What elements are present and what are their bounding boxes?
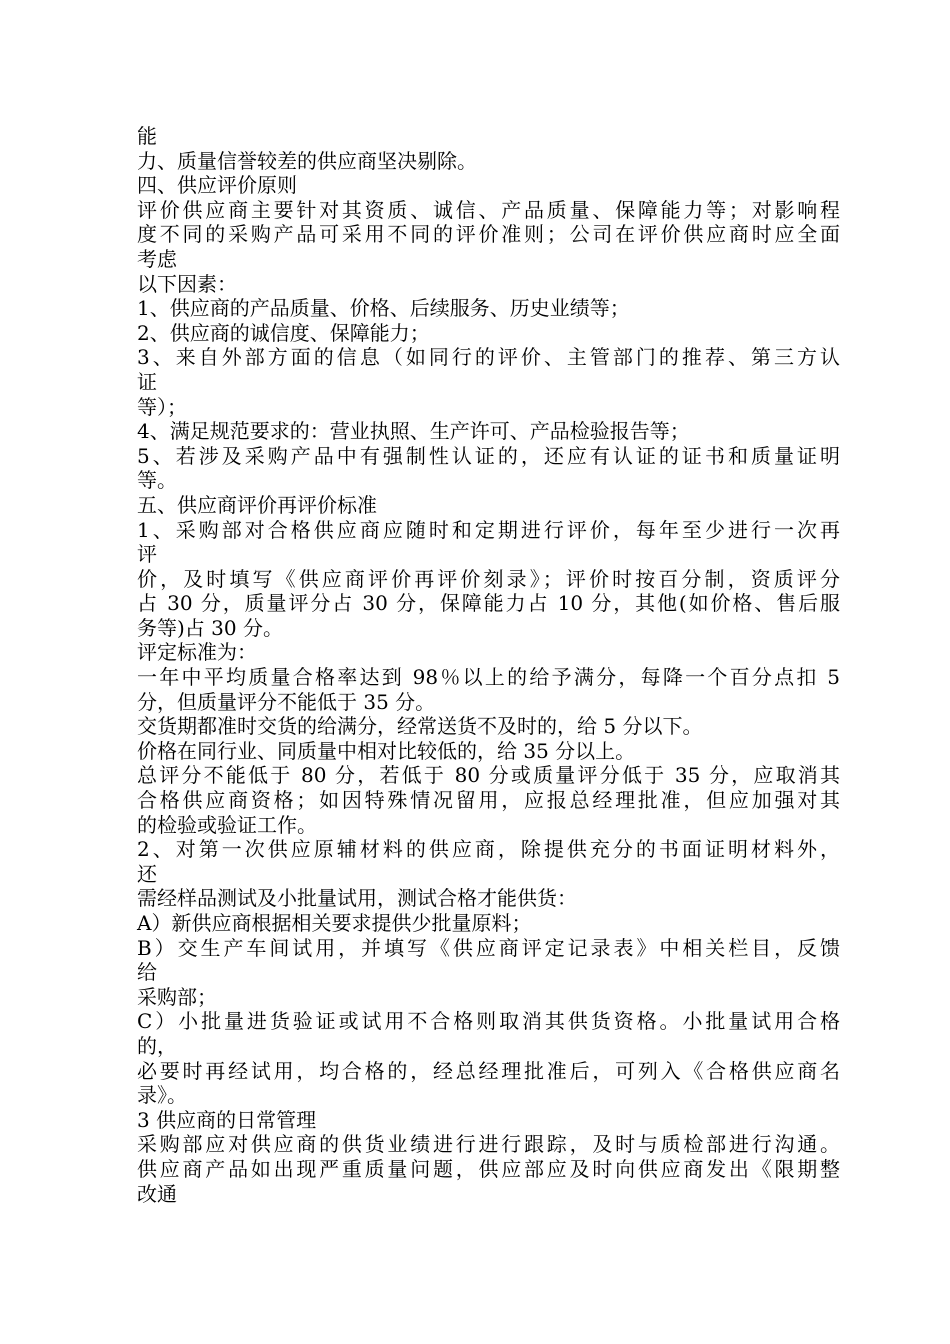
text-line: 必要时再经试用，均合格的，经总经理批准后，可列入《合格供应商名	[137, 1058, 840, 1083]
text-line: 总评分不能低于 80 分，若低于 80 分或质量评分低于 35 分，应取消其	[137, 763, 840, 788]
text-line: 交货期都准时交货的给满分，经常送货不及时的，给 5 分以下。	[137, 714, 703, 739]
text-line: 4、满足规范要求的：营业执照、生产许可、产品检验报告等；	[137, 419, 690, 444]
text-line: 录》。	[137, 1083, 187, 1108]
text-line: 2、供应商的诚信度、保障能力；	[137, 320, 430, 345]
text-line: 四、供应评价原则	[137, 173, 297, 198]
text-line: 改通	[137, 1181, 177, 1206]
text-line: 5、若涉及采购产品中有强制性认证的，还应有认证的证书和质量证明	[137, 443, 840, 468]
text-line: 采购部；	[137, 984, 217, 1009]
text-line: A）新供应商根据相关要求提供少批量原料；	[137, 911, 532, 935]
text-line: 采购部应对供应商的供货业绩进行进行跟踪，及时与质检部进行沟通。	[137, 1132, 840, 1157]
text-line: 给	[137, 960, 157, 985]
text-line: 评定标准为：	[137, 640, 257, 665]
text-line: 供应商产品如出现严重质量问题，供应部应及时向供应商发出《限期整	[137, 1156, 840, 1181]
text-line: 1、供应商的产品质量、价格、后续服务、历史业绩等；	[137, 296, 630, 321]
text-line: 度不同的采购产品可采用不同的评价准则；公司在评价供应商时应全面	[137, 222, 840, 247]
text-line: 评价供应商主要针对其资质、诚信、产品质量、保障能力等；对影响程	[137, 197, 840, 222]
text-line: 力、质量信誉较差的供应商坚决剔除。	[137, 148, 477, 173]
text-line: 的，	[137, 1033, 177, 1058]
text-line: 能	[137, 124, 157, 148]
text-line: 的检验或验证工作。	[137, 812, 317, 837]
text-line: 考虑	[137, 246, 177, 271]
text-line: 2、对第一次供应原辅材料的供应商，除提供充分的书面证明材料外，	[137, 837, 840, 862]
text-line: 证	[137, 369, 157, 394]
text-line: 3 供应商的日常管理	[137, 1107, 317, 1132]
text-line: B）交生产车间试用，并填写《供应商评定记录表》中相关栏目，反馈	[137, 935, 840, 960]
text-line: 1、采购部对合格供应商应随时和定期进行评价，每年至少进行一次再	[137, 517, 840, 542]
document-body	[137, 124, 840, 1206]
text-line: 分，但质量评分不能低于 35 分。	[137, 689, 436, 714]
text-line: 一年中平均质量合格率达到 98％以上的给予满分，每降一个百分点扣 5	[137, 665, 840, 690]
text-line: 等）；	[137, 394, 187, 419]
text-line: C）小批量进货验证或试用不合格则取消其供货资格。小批量试用合格	[137, 1009, 840, 1034]
text-line: 五、供应商评价再评价标准	[137, 492, 377, 517]
text-line: 评	[137, 542, 157, 567]
text-line: 3、来自外部方面的信息（如同行的评价、主管部门的推荐、第三方认	[137, 345, 840, 370]
text-line: 合格供应商资格；如因特殊情况留用，应报总经理批准，但应加强对其	[137, 788, 840, 813]
text-line: 价，及时填写《供应商评价再评价刻录》；评价时按百分制，资质评分	[137, 566, 840, 591]
text-line: 需经样品测试及小批量试用，测试合格才能供货：	[137, 886, 577, 911]
text-line: 还	[137, 861, 157, 886]
text-line: 价格在同行业、同质量中相对比较低的，给 35 分以上。	[137, 738, 636, 763]
text-line: 等。	[137, 468, 177, 493]
text-line: 以下因素：	[137, 271, 237, 296]
text-line: 务等)占 30 分。	[137, 615, 283, 640]
text-line: 占 30 分，质量评分占 30 分，保障能力占 10 分，其他(如价格、售后服	[137, 591, 840, 616]
